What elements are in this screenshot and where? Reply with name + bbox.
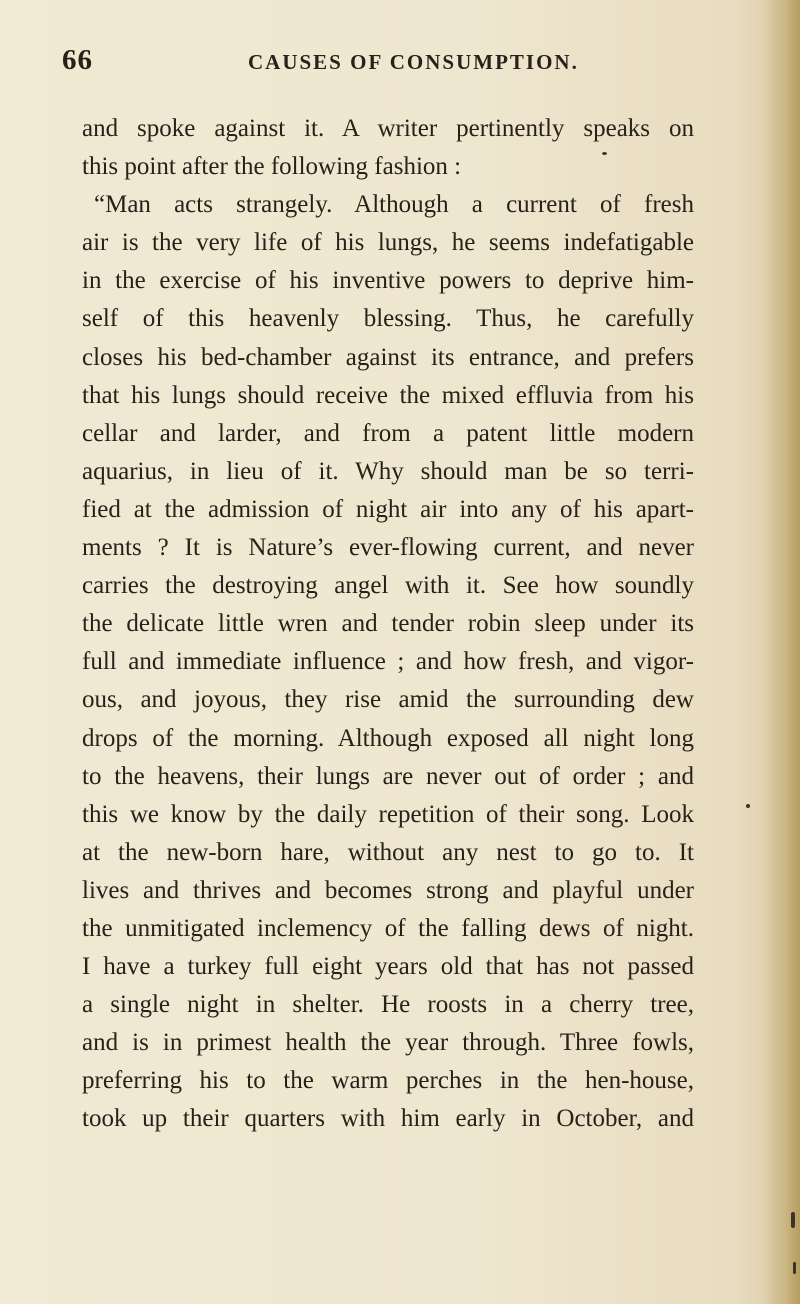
text-line: to the heavens, their lungs are never out of order ; and <box>82 762 694 790</box>
ink-speck <box>791 1212 795 1228</box>
text-line: and spoke against it. A writer pertinently speaks on <box>82 115 694 142</box>
text-line: the delicate little wren and tender robin sleep under its <box>82 610 694 638</box>
text-line: a single night in shelter. He roosts in a cherry tree, <box>82 991 694 1019</box>
page-number: 66 <box>62 44 93 76</box>
text-line: this point after the following fashion : <box>82 153 462 181</box>
text-line: the unmitigated inclemency of the falling dews of night. <box>82 914 694 942</box>
text-line: this we know by the daily repetition of their song. Look <box>82 800 694 828</box>
text-line: drops of the morning. Although exposed all night long <box>82 724 694 752</box>
ink-speck <box>602 152 607 155</box>
text-line: fied at the admission of night air into any of his apart- <box>82 495 694 523</box>
text-line: took up their quarters with him early in October, and <box>82 1105 694 1133</box>
text-line: carries the destroying angel with it. See how soundly <box>82 572 694 600</box>
text-line: air is the very life of his lungs, he seems indefatigable <box>82 229 694 257</box>
text-line: ous, and joyous, they rise amid the surrounding dew <box>82 686 694 714</box>
text-line: lives and thrives and becomes strong and playful under <box>82 876 694 904</box>
text-line: I have a turkey full eight years old that has not passed <box>82 953 694 981</box>
text-line: full and immediate influence ; and how fresh, and vigor- <box>82 648 694 676</box>
text-line: in the exercise of his inventive powers to deprive him- <box>82 267 694 295</box>
page-header <box>62 44 732 84</box>
text-line: “Man acts strangely. Although a current of fresh <box>94 191 694 219</box>
running-title: CAUSES OF CONSUMPTION. <box>248 50 579 74</box>
page-edge-shading <box>762 0 800 1304</box>
text-line: ments ? It is Nature’s ever-flowing current, and never <box>82 534 694 562</box>
text-line: cellar and larder, and from a patent little modern <box>82 419 694 447</box>
text-line: aquarius, in lieu of it. Why should man be so terri- <box>82 457 694 485</box>
text-line: closes his bed-chamber against its entrance, and prefers <box>82 343 694 371</box>
text-line: and is in primest health the year through. Three fowls, <box>82 1029 694 1057</box>
body-text <box>82 110 694 1139</box>
text-line: preferring his to the warm perches in the hen-house, <box>82 1067 694 1095</box>
text-line: that his lungs should receive the mixed effluvia from his <box>82 381 694 409</box>
text-line: self of this heavenly blessing. Thus, he carefully <box>82 305 694 333</box>
text-line: at the new-born hare, without any nest to go to. It <box>82 838 694 866</box>
ink-speck <box>793 1262 796 1274</box>
ink-speck <box>746 804 750 808</box>
